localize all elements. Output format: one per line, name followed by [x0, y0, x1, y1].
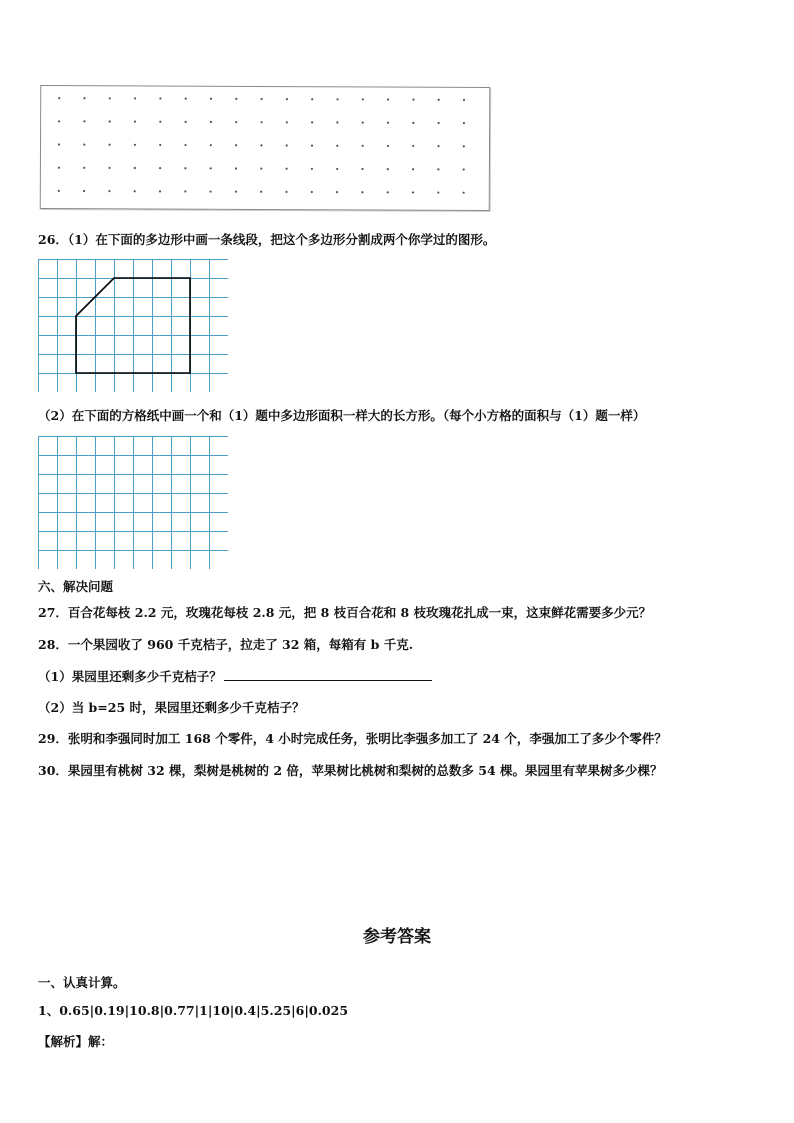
grid-dot — [438, 122, 440, 124]
grid-dot — [311, 168, 313, 170]
grid-dot — [463, 192, 465, 194]
grid-dot — [184, 144, 186, 146]
grid-dot — [108, 190, 110, 192]
grid-dot — [336, 98, 338, 100]
grid-dot — [83, 144, 85, 146]
grid-dot — [210, 167, 212, 169]
grid-dot — [235, 167, 237, 169]
grid-dot — [463, 168, 465, 170]
grid-dot — [311, 121, 313, 123]
dot-grid — [41, 86, 490, 210]
grid-dot — [134, 97, 136, 99]
grid-dot — [260, 121, 262, 123]
question-27: 27．百合花每枝 2.2 元，玫瑰花每枝 2.8 元，把 8 枝百合花和 8 枝玫瑰花扎成一束，这束鲜花需要多少元？ — [38, 605, 652, 620]
grid-dot — [387, 168, 389, 170]
grid-dot — [311, 191, 313, 193]
grid-dot — [362, 145, 364, 147]
grid-dot — [83, 97, 85, 99]
question-28-part2: （2）当 b=25 时，果园里还剩多少千克桔子？ — [38, 700, 305, 715]
grid-dot — [184, 190, 186, 192]
grid-dot — [286, 98, 288, 100]
answers-section-1: 一、认真计算。 — [38, 975, 126, 990]
grid-dot — [463, 122, 465, 124]
grid-dot — [387, 98, 389, 100]
grid-dot — [311, 98, 313, 100]
grid-dot — [437, 168, 439, 170]
section-heading-6: 六、解决问题 — [38, 579, 114, 594]
grid-dot — [311, 145, 313, 147]
grid-dot — [412, 191, 414, 193]
grid-dot — [260, 144, 262, 146]
grid-dot — [58, 167, 60, 169]
grid-dot — [58, 120, 60, 122]
grid-lines — [38, 259, 228, 392]
grid-dot — [185, 98, 187, 100]
grid-dot — [58, 190, 60, 192]
grid-dot — [260, 167, 262, 169]
grid-dot — [235, 191, 237, 193]
question-29: 29．张明和李强同时加工 168 个零件，4 小时完成任务，张明比李强多加工了 24 个，李强加工了多少个零件？ — [38, 731, 667, 746]
empty-grid — [38, 436, 228, 569]
grid-dot — [260, 191, 262, 193]
grid-dot — [361, 191, 363, 193]
grid-dot — [336, 121, 338, 123]
question-28-stem: 28．一个果园收了 960 千克桔子，拉走了 32 箱，每箱有 b 千克. — [38, 637, 414, 652]
grid-dot — [159, 144, 161, 146]
grid-dot — [109, 120, 111, 122]
answer-item-1: 1、0.65|0.19|10.8|0.77|1|10|0.4|5.25|6|0.025 — [38, 1003, 349, 1018]
grid-dot — [58, 97, 60, 99]
grid-dot — [235, 121, 237, 123]
grid-dot — [412, 99, 414, 101]
grid-dot — [210, 190, 212, 192]
grid-dot — [361, 168, 363, 170]
grid-with-polygon — [38, 259, 228, 392]
question-26-part1: 26．（1）在下面的多边形中画一条线段，把这个多边形分割成两个你学过的图形。 — [38, 232, 496, 247]
grid-lines — [38, 436, 228, 569]
question-26-part2: （2）在下面的方格纸中画一个和（1）题中多边形面积一样大的长方形。（每个小方格的面积与（1）题一样） — [38, 408, 646, 423]
grid-dot — [185, 121, 187, 123]
grid-dot — [387, 122, 389, 124]
grid-dot — [463, 145, 465, 147]
grid-dot — [134, 121, 136, 123]
grid-dot — [412, 145, 414, 147]
grid-dot — [109, 144, 111, 146]
grid-dot — [159, 97, 161, 99]
answers-title: 参考答案 — [363, 927, 431, 947]
grid-dot — [235, 98, 237, 100]
grid-dot — [387, 191, 389, 193]
grid-dot — [336, 191, 338, 193]
grid-dot — [336, 168, 338, 170]
dot-paper — [40, 85, 491, 211]
grid-dot — [261, 98, 263, 100]
grid-dot — [362, 98, 364, 100]
grid-dot — [437, 191, 439, 193]
question-28-part1-text: （1）果园里还剩多少千克桔子？ — [38, 669, 222, 684]
grid-dot — [210, 98, 212, 100]
analysis-label: 【解析】解： — [38, 1034, 114, 1049]
grid-dot — [159, 167, 161, 169]
grid-dot — [286, 144, 288, 146]
grid-dot — [285, 191, 287, 193]
grid-dot — [109, 97, 111, 99]
grid-dot — [134, 167, 136, 169]
grid-dot — [438, 99, 440, 101]
grid-dot — [134, 190, 136, 192]
grid-dot — [210, 121, 212, 123]
grid-dot — [134, 144, 136, 146]
grid-dot — [412, 122, 414, 124]
grid-dot — [83, 120, 85, 122]
answer-blank[interactable] — [224, 668, 432, 681]
question-30: 30．果园里有桃树 32 棵，梨树是桃树的 2 倍，苹果树比桃树和梨树的总数多 54 棵。果园里有苹果树多少棵？ — [38, 763, 663, 778]
grid-dot — [336, 145, 338, 147]
grid-dot — [159, 121, 161, 123]
question-28-part1 — [38, 667, 432, 685]
grid-dot — [387, 145, 389, 147]
grid-dot — [83, 190, 85, 192]
grid-dot — [412, 168, 414, 170]
grid-dot — [362, 122, 364, 124]
grid-dot — [83, 167, 85, 169]
grid-dot — [184, 167, 186, 169]
grid-dot — [286, 121, 288, 123]
grid-dot — [58, 143, 60, 145]
grid-dot — [159, 190, 161, 192]
grid-dot — [463, 99, 465, 101]
grid-dot — [108, 167, 110, 169]
grid-dot — [437, 145, 439, 147]
grid-dot — [210, 144, 212, 146]
grid-dot — [286, 168, 288, 170]
grid-dot — [235, 144, 237, 146]
